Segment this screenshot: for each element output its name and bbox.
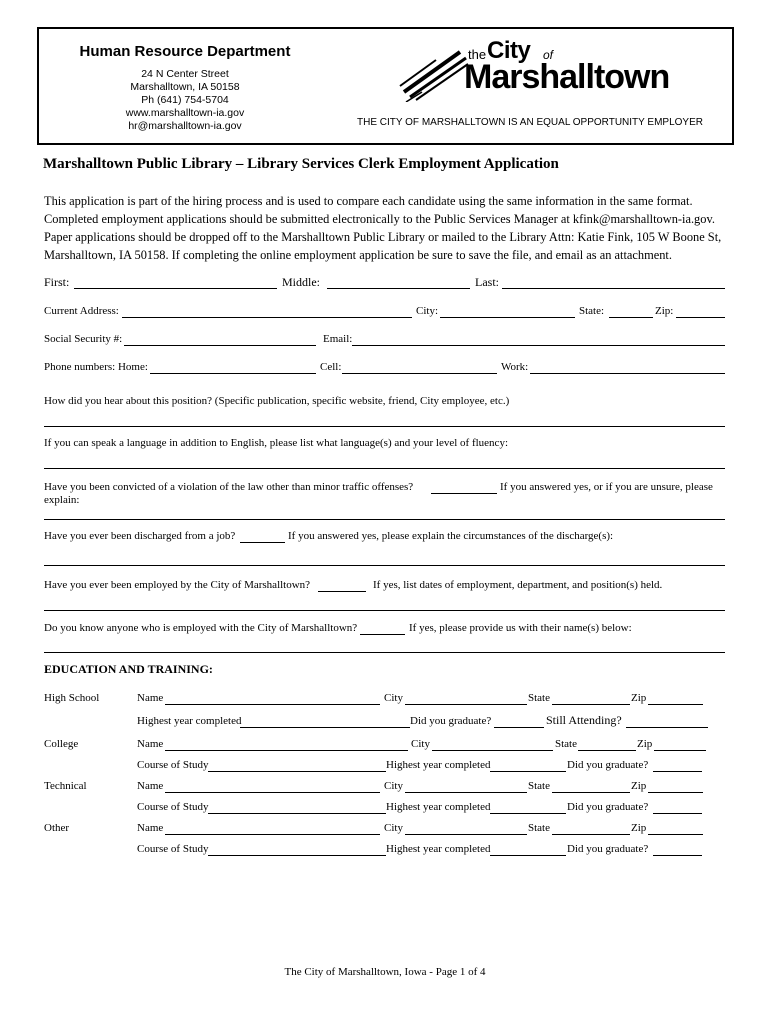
answer-convicted-explain[interactable] [44, 519, 725, 520]
email-field[interactable] [352, 345, 725, 346]
ssn-field[interactable] [124, 345, 316, 346]
phone-home-label: Phone numbers: Home: [44, 361, 148, 373]
tech-name-label: Name [137, 780, 164, 792]
tech-name-field[interactable] [165, 792, 380, 793]
hs-highest-year-label: Highest year completed [137, 715, 242, 727]
other-city-field[interactable] [405, 834, 527, 835]
tech-highest-year-field[interactable] [490, 813, 566, 814]
document-title: Marshalltown Public Library – Library Services Clerk Employment Application [43, 156, 559, 172]
middle-label: Middle: [282, 275, 320, 289]
current-address-label: Current Address: [44, 305, 119, 317]
answer-languages[interactable] [44, 468, 725, 469]
other-highest-year-field[interactable] [490, 855, 566, 856]
other-highest-year-label: Highest year completed [386, 843, 491, 855]
city-field[interactable] [440, 317, 575, 318]
college-name-field[interactable] [165, 750, 408, 751]
tech-city-label: City [384, 780, 403, 792]
phone-home-field[interactable] [150, 373, 316, 374]
question-how-heard: How did you hear about this position? (Specific publication, specific website, friend, City employee, etc.) [44, 395, 510, 407]
eeo-statement: THE CITY OF MARSHALLTOWN IS AN EQUAL OPPORTUNITY EMPLOYER [357, 117, 703, 128]
college-graduate-field[interactable] [653, 771, 702, 772]
tech-graduate-field[interactable] [653, 813, 702, 814]
hs-still-attending-label: Still Attending? [546, 713, 622, 727]
college-highest-year-field[interactable] [490, 771, 566, 772]
answer-convicted[interactable] [431, 493, 497, 494]
state-field[interactable] [609, 317, 653, 318]
hs-city-label: City [384, 692, 403, 704]
college-label: College [44, 738, 79, 750]
college-state-field[interactable] [578, 750, 636, 751]
hs-state-label: State [528, 692, 550, 704]
college-name-label: Name [137, 738, 164, 750]
answer-city-employed-details[interactable] [44, 610, 725, 611]
tech-zip-field[interactable] [648, 792, 703, 793]
email-label: Email: [323, 333, 353, 345]
current-address-field[interactable] [122, 317, 412, 318]
tech-zip-label: Zip [631, 780, 647, 792]
education-heading: EDUCATION AND TRAINING: [44, 662, 213, 676]
college-course-label: Course of Study [137, 759, 209, 771]
cell-label: Cell: [320, 361, 342, 373]
phone: Ph (641) 754-5704 [141, 94, 229, 106]
hs-state-field[interactable] [552, 704, 630, 705]
zip-field[interactable] [676, 317, 725, 318]
tech-graduate-label: Did you graduate? [567, 801, 649, 813]
tech-course-field[interactable] [208, 813, 386, 814]
hs-still-attending-field[interactable] [626, 727, 708, 728]
last-label: Last: [475, 275, 499, 289]
question-know-employee-followup: If yes, please provide us with their name(s) below: [409, 622, 632, 634]
college-zip-label: Zip [637, 738, 653, 750]
address-line-2: Marshalltown, IA 50158 [130, 81, 240, 93]
zip-label: Zip: [655, 305, 674, 317]
ssn-label: Social Security #: [44, 333, 123, 345]
logo-marshalltown: Marshalltown [464, 58, 670, 96]
question-city-employed: Have you ever been employed by the City of Marshalltown? [44, 579, 311, 591]
college-state-label: State [555, 738, 577, 750]
answer-city-employed[interactable] [318, 591, 366, 592]
other-name-field[interactable] [165, 834, 380, 835]
work-label: Work: [501, 361, 529, 373]
website: www.marshalltown-ia.gov [125, 107, 245, 119]
address-line-1: 24 N Center Street [141, 68, 229, 80]
hs-graduate-label: Did you graduate? [410, 715, 492, 727]
answer-know-employee[interactable] [360, 634, 405, 635]
state-label: State: [579, 305, 605, 317]
answer-discharged[interactable] [240, 542, 285, 543]
tech-state-field[interactable] [552, 792, 630, 793]
question-discharged-followup: If you answered yes, please explain the circumstances of the discharge(s): [288, 530, 614, 542]
other-course-field[interactable] [208, 855, 386, 856]
question-convicted: Have you been convicted of a violation of the law other than minor traffic offenses? [44, 481, 414, 493]
other-zip-label: Zip [631, 822, 647, 834]
hs-name-field[interactable] [165, 704, 380, 705]
high-school-label: High School [44, 692, 100, 704]
department-title: Human Resource Department [79, 43, 291, 60]
cell-field[interactable] [342, 373, 497, 374]
other-city-label: City [384, 822, 403, 834]
work-field[interactable] [530, 373, 725, 374]
logo-of: of [543, 48, 554, 62]
hs-zip-label: Zip [631, 692, 647, 704]
other-zip-field[interactable] [648, 834, 703, 835]
tech-highest-year-label: Highest year completed [386, 801, 491, 813]
first-name-field[interactable] [74, 288, 277, 289]
college-highest-year-label: Highest year completed [386, 759, 491, 771]
logo-the: the [468, 47, 487, 62]
question-know-employee: Do you know anyone who is employed with the City of Marshalltown? [44, 622, 358, 634]
first-label: First: [44, 275, 70, 289]
other-graduate-label: Did you graduate? [567, 843, 649, 855]
question-city-employed-followup: If yes, list dates of employment, department, and position(s) held. [373, 579, 663, 591]
other-graduate-field[interactable] [653, 855, 702, 856]
other-label: Other [44, 822, 70, 834]
other-state-field[interactable] [552, 834, 630, 835]
technical-label: Technical [44, 780, 87, 792]
question-convicted-explain: explain: [44, 494, 80, 506]
question-convicted-followup: If you answered yes, or if you are unsure, please [500, 481, 713, 493]
hs-zip-field[interactable] [648, 704, 703, 705]
hs-name-label: Name [137, 692, 164, 704]
college-course-field[interactable] [208, 771, 386, 772]
answer-discharged-explain[interactable] [44, 565, 725, 566]
middle-name-field[interactable] [327, 288, 470, 289]
logo-city: City [487, 37, 531, 64]
other-name-label: Name [137, 822, 164, 834]
last-name-field[interactable] [502, 288, 725, 289]
hr-email: hr@marshalltown-ia.gov [128, 120, 242, 132]
college-zip-field[interactable] [654, 750, 706, 751]
hs-city-field[interactable] [405, 704, 527, 705]
city-label: City: [416, 305, 439, 317]
answer-how-heard[interactable] [44, 426, 725, 427]
college-city-label: City [411, 738, 430, 750]
college-city-field[interactable] [432, 750, 553, 751]
other-course-label: Course of Study [137, 843, 209, 855]
question-languages: If you can speak a language in addition to English, please list what language(s) and your level of fluency: [44, 437, 508, 449]
page-footer: The City of Marshalltown, Iowa - Page 1 of 4 [284, 966, 486, 978]
hs-graduate-field[interactable] [494, 727, 544, 728]
question-discharged: Have you ever been discharged from a job? [44, 530, 236, 542]
tech-city-field[interactable] [405, 792, 527, 793]
hs-highest-year-field[interactable] [240, 727, 410, 728]
answer-know-employee-names[interactable] [44, 652, 725, 653]
tech-state-label: State [528, 780, 550, 792]
tech-course-label: Course of Study [137, 801, 209, 813]
other-state-label: State [528, 822, 550, 834]
college-graduate-label: Did you graduate? [567, 759, 649, 771]
intro-paragraph: This application is part of the hiring process and is used to compare each candidate using the same information in the same format. Completed employment applications should be submitted electronically to the Public Services Manager at kfink@marshalltown-ia.gov. Paper applications should be dropped off to the Marshalltown Public Library or mailed to the Library Attn: Katie Fink, 105 W Boone St, Marshalltown, IA 50158. If completing the online employment application be sure to save the file, and email as an attachment. [44, 194, 722, 262]
